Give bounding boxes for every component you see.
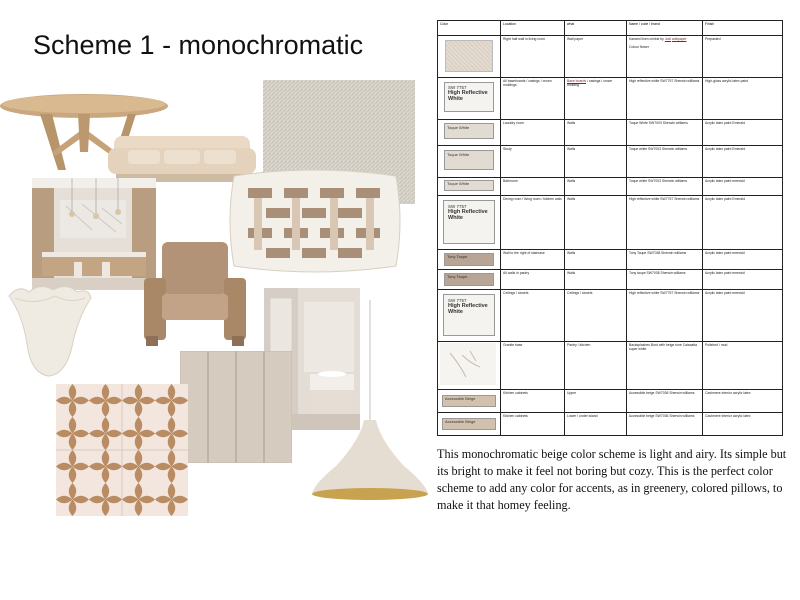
header-name: Name / code / brand <box>627 21 703 36</box>
finish-cell: Acrylic latex paint Emerald <box>703 146 783 178</box>
hrw-swatch <box>444 82 494 112</box>
table-row <box>438 196 783 250</box>
what-cell: Walls <box>565 178 627 196</box>
location-cell: Dining room / living room / kitchen wals <box>501 196 565 250</box>
color-cell <box>438 120 501 146</box>
name-cell: Toque white SW7003 Sherwin williams <box>627 178 703 196</box>
pillow-image <box>226 166 404 276</box>
what-cell: Wall paper <box>565 36 627 78</box>
location-cell: Study <box>501 146 565 178</box>
location-cell: Wall to the right of staircase <box>501 250 565 270</box>
swatch-code: SW 7757 <box>448 85 467 90</box>
table-header-row <box>438 21 783 36</box>
name-cell: High reflective white SW7757 Sherwin williams <box>627 196 703 250</box>
finish-cell: Polished / mod <box>703 342 783 390</box>
table-row <box>438 178 783 196</box>
finish-cell: High-gloss acrylic latex paint <box>703 78 783 120</box>
color-cell <box>438 250 501 270</box>
kitchen-image <box>32 178 156 290</box>
toque-swatch: Toque White <box>444 150 494 170</box>
granite-swatch <box>440 343 496 385</box>
table-row <box>438 120 783 146</box>
finish-cell: Acrylic latex paint emerald <box>703 270 783 290</box>
table-row <box>438 146 783 178</box>
table-row <box>438 78 783 120</box>
color-cell <box>438 78 501 120</box>
table-row <box>438 413 783 436</box>
accessible-beige-swatch: Accessible Beige <box>442 418 496 430</box>
color-cell <box>438 270 501 290</box>
color-cell <box>438 196 501 250</box>
finish-cell: Acrylic latex paint Emerald <box>703 196 783 250</box>
table-row <box>438 342 783 390</box>
table-row <box>438 290 783 342</box>
swatch-code: SW 7757 <box>448 204 467 209</box>
name-cell: Toque White SW7003 Sherwin williams <box>627 120 703 146</box>
accessible-beige-swatch: Accessible Beige <box>442 395 496 407</box>
pendant-lamp-image <box>308 300 432 502</box>
armchair-image <box>142 240 248 348</box>
header-what: what <box>565 21 627 36</box>
location-cell: Kitchen cabinets <box>501 390 565 413</box>
table-row <box>438 390 783 413</box>
finish-cell: Prepasted <box>703 36 783 78</box>
location-cell: Granite base <box>501 342 565 390</box>
header-finish: Finish <box>703 21 783 36</box>
tony-taupe-swatch: Tony Taupe <box>444 273 494 286</box>
name-cell: Tony Taupe SW7038 Sherwin williams <box>627 250 703 270</box>
paneling-image <box>180 351 292 463</box>
what-link[interactable]: Base boards <box>567 79 587 83</box>
color-cell <box>438 178 501 196</box>
what-cell: Lower / under island <box>565 413 627 436</box>
page-title: Scheme 1 - monochromatic <box>33 30 364 60</box>
hrw-swatch <box>443 200 495 244</box>
finish-cell: Acrylic latex paint Emerald <box>703 120 783 146</box>
name-cell: Tony taupe SW7038 Sherwin williams <box>627 270 703 290</box>
location-cell: Laundry room <box>501 120 565 146</box>
color-cell <box>438 413 501 436</box>
location-cell: All baseboards / casings / crown moldings <box>501 78 565 120</box>
location-cell: All walls in pantry <box>501 270 565 290</box>
name-cell: Accessible beige SW7036 Sherwin williams <box>627 390 703 413</box>
finish-cell: Acrylic latex paint emerald <box>703 250 783 270</box>
swatch-name: High Reflective White <box>448 303 488 315</box>
toque-swatch: Toque White <box>444 180 494 191</box>
tony-taupe-swatch: Tony Taupe <box>444 253 494 266</box>
what-cell: Walls <box>565 146 627 178</box>
what-text: / casings / crown molding <box>567 79 613 87</box>
toque-swatch: Toque White <box>444 123 494 139</box>
what-cell: Walls <box>565 120 627 146</box>
table-row <box>438 36 783 78</box>
swatch-name: High Reflective White <box>448 209 488 221</box>
color-spec-table <box>437 20 783 436</box>
hrw-swatch <box>443 294 495 336</box>
finish-cell: Cashmere interior acrylic latex <box>703 413 783 436</box>
what-cell: Pantry / kitchen <box>565 342 627 390</box>
table-row <box>438 250 783 270</box>
color-cell <box>438 36 501 78</box>
wallpaper-swatch <box>445 40 493 72</box>
brand-link-tail[interactable]: wallpaper <box>672 37 687 41</box>
color-cell <box>438 290 501 342</box>
location-cell: Kitchen cabinets <box>501 413 565 436</box>
what-cell: Upper <box>565 390 627 413</box>
brand-link[interactable]: Jodi <box>664 37 672 41</box>
swatch-code: SW 7757 <box>448 298 467 303</box>
what-cell <box>565 78 627 120</box>
color-cell <box>438 390 501 413</box>
name-cell: High reflective white SW7757 Sherwin williams <box>627 78 703 120</box>
name-cell: Accessible beige SW7036 Sherwin williams <box>627 413 703 436</box>
what-cell: Walls <box>565 196 627 250</box>
name-secondary: Colour flower <box>629 45 649 49</box>
color-cell <box>438 342 501 390</box>
swatch-name: High Reflective White <box>448 90 488 102</box>
name-cell: Backsplashes Bord with beige tone Calacatta super white <box>627 342 703 390</box>
table-row <box>438 270 783 290</box>
vase-image <box>5 282 95 380</box>
header-location: Location <box>501 21 565 36</box>
name-text: Kanami linen crinkle by <box>629 37 665 41</box>
location-cell: Right half wall in living room <box>501 36 565 78</box>
name-cell: High reflective white SW7757 Sherwin williams <box>627 290 703 342</box>
what-cell: Walls <box>565 250 627 270</box>
color-cell <box>438 146 501 178</box>
what-cell: Ceilings / closets <box>565 290 627 342</box>
finish-cell: Acrylic latex paint emerald <box>703 290 783 342</box>
location-cell: Bathroom <box>501 178 565 196</box>
finish-cell: Acrylic latex paint emerald <box>703 178 783 196</box>
what-cell: Walls <box>565 270 627 290</box>
finish-cell: Cashmere interior acrylic latex <box>703 390 783 413</box>
location-cell: Ceilings / closets <box>501 290 565 342</box>
name-cell: Toque white SW7003 Sherwin williams <box>627 146 703 178</box>
name-cell <box>627 36 703 78</box>
header-color: Color <box>438 21 501 36</box>
scheme-description: This monochromatic beige color scheme is light and airy. Its simple but its bright to make it feel not boring but cozy. This is the perfect color scheme to add any color for accents, as in greenery, colored pillows, to make it that homey feeling. <box>437 447 787 512</box>
tile-pattern-image <box>56 384 188 516</box>
